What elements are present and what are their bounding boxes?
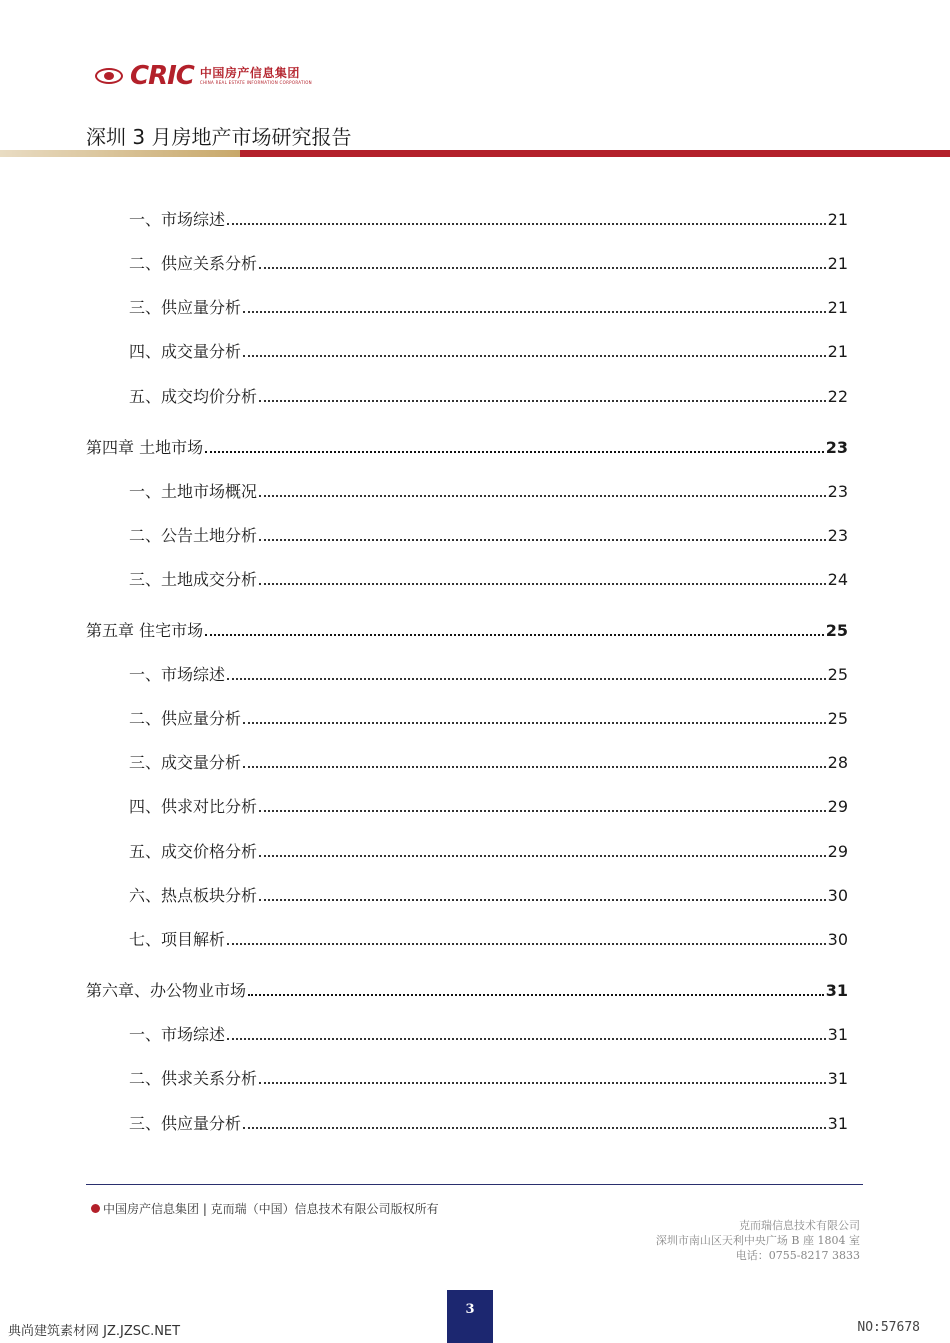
toc-entry-page: 25	[825, 621, 848, 640]
toc-dot-leader	[259, 1082, 826, 1084]
toc-entry-page: 31	[827, 1025, 848, 1044]
header-rule-red	[240, 150, 950, 157]
toc-entry-label: 五、成交均价分析	[129, 387, 258, 406]
toc-entry-label: 四、供求对比分析	[129, 797, 258, 816]
footer-address-block	[656, 1218, 860, 1263]
toc-entry-label: 二、供应关系分析	[129, 254, 258, 273]
logo-wordmark: CRIC	[130, 61, 194, 91]
toc-entry-page: 31	[825, 981, 848, 1000]
toc-entry-label: 一、市场综述	[129, 210, 226, 229]
toc-section-entry[interactable]	[0, 566, 950, 590]
toc-entry-page: 23	[827, 482, 848, 501]
toc-dot-leader	[259, 539, 826, 541]
toc-chapter-entry[interactable]	[0, 434, 950, 458]
toc-entry-page: 28	[827, 753, 848, 772]
logo-en-name: CHINA REAL ESTATE INFORMATION CORPORATION	[199, 79, 312, 85]
toc-entry-label: 一、市场综述	[129, 1025, 226, 1044]
toc-entry-label: 二、供应量分析	[129, 709, 242, 728]
toc-dot-leader	[259, 899, 826, 901]
toc-dot-leader	[243, 355, 826, 357]
toc-entry-page: 25	[827, 709, 848, 728]
toc-section-entry[interactable]	[0, 383, 950, 407]
toc-entry-page: 29	[827, 797, 848, 816]
toc-dot-leader	[243, 722, 826, 724]
toc-dot-leader	[227, 223, 826, 225]
toc-dot-leader	[259, 267, 826, 269]
toc-entry-page: 21	[827, 298, 848, 317]
toc-section-entry[interactable]	[0, 793, 950, 817]
logo-cn-name: 中国房产信息集团	[199, 65, 300, 80]
toc-dot-leader	[227, 943, 826, 945]
toc-dot-leader	[205, 451, 824, 453]
toc-section-entry[interactable]	[0, 1065, 950, 1089]
toc-entry-page: 31	[827, 1114, 848, 1133]
toc-entry-page: 30	[827, 930, 848, 949]
toc-dot-leader	[243, 766, 826, 768]
toc-section-entry[interactable]	[0, 1021, 950, 1045]
toc-section-entry[interactable]	[0, 250, 950, 274]
toc-dot-leader	[205, 634, 824, 636]
toc-dot-leader	[248, 994, 824, 996]
copyright-icon	[91, 1204, 100, 1213]
toc-section-entry[interactable]	[0, 478, 950, 502]
toc-dot-leader	[259, 583, 826, 585]
watermark-left: 典尚建筑素材网 JZ.JZSC.NET	[8, 1324, 181, 1339]
copyright-text: 中国房产信息集团 | 克而瑞（中国）信息技术有限公司版权所有	[103, 1202, 439, 1216]
toc-entry-page: 23	[827, 526, 848, 545]
toc-section-entry[interactable]	[0, 522, 950, 546]
toc-section-entry[interactable]	[0, 882, 950, 906]
toc-section-entry[interactable]	[0, 206, 950, 230]
toc-entry-label: 第四章 土地市场	[86, 438, 204, 457]
toc-dot-leader	[243, 311, 826, 313]
cric-emblem-icon	[94, 65, 126, 87]
toc-entry-page: 22	[827, 387, 848, 406]
footer-copyright	[91, 1200, 439, 1217]
toc-dot-leader	[259, 855, 826, 857]
toc-entry-page: 31	[827, 1069, 848, 1088]
toc-entry-page: 21	[827, 342, 848, 361]
toc-entry-page: 30	[827, 886, 848, 905]
toc-entry-label: 七、项目解析	[129, 930, 226, 949]
toc-section-entry[interactable]	[0, 661, 950, 685]
toc-entry-label: 三、土地成交分析	[129, 570, 258, 589]
footer-address: 深圳市南山区天利中央广场 B 座 1804 室	[655, 1234, 860, 1247]
toc-entry-page: 24	[827, 570, 848, 589]
toc-entry-label: 三、成交量分析	[129, 753, 242, 772]
toc-chapter-entry[interactable]	[0, 617, 950, 641]
toc-section-entry[interactable]	[0, 838, 950, 862]
toc-dot-leader	[227, 1038, 826, 1040]
logo-text	[200, 67, 312, 86]
document-title: 深圳 3 月房地产市场研究报告	[86, 125, 352, 149]
header-rule-gold	[0, 150, 240, 157]
toc-entry-label: 第五章 住宅市场	[86, 621, 204, 640]
toc-section-entry[interactable]	[0, 1110, 950, 1134]
toc-entry-page: 23	[825, 438, 848, 457]
toc-entry-label: 二、供求关系分析	[129, 1069, 258, 1088]
toc-entry-page: 29	[827, 842, 848, 861]
toc-entry-label: 四、成交量分析	[129, 342, 242, 361]
watermark-right: NO:57678	[857, 1320, 920, 1335]
cric-logo	[94, 61, 312, 91]
footer-phone: 电话：0755-8217 3833	[735, 1249, 860, 1262]
toc-section-entry[interactable]	[0, 749, 950, 773]
toc-entry-label: 一、市场综述	[129, 665, 226, 684]
toc-dot-leader	[259, 400, 826, 402]
page-number: 3	[447, 1290, 493, 1343]
toc-section-entry[interactable]	[0, 338, 950, 362]
toc-section-entry[interactable]	[0, 926, 950, 950]
footer-company: 克而瑞信息技术有限公司	[739, 1219, 860, 1232]
toc-dot-leader	[243, 1127, 826, 1129]
toc-entry-page: 25	[827, 665, 848, 684]
toc-entry-label: 二、公告土地分析	[129, 526, 258, 545]
toc-entry-label: 五、成交价格分析	[129, 842, 258, 861]
toc-entry-label: 三、供应量分析	[129, 298, 242, 317]
toc-section-entry[interactable]	[0, 705, 950, 729]
toc-entry-label: 六、热点板块分析	[129, 886, 258, 905]
toc-entry-label: 第六章、办公物业市场	[86, 981, 247, 1000]
footer-divider	[86, 1184, 863, 1185]
toc-chapter-entry[interactable]	[0, 977, 950, 1001]
toc-dot-leader	[259, 810, 826, 812]
toc-entry-page: 21	[827, 254, 848, 273]
toc-dot-leader	[227, 678, 826, 680]
toc-entry-page: 21	[827, 210, 848, 229]
toc-entry-label: 一、土地市场概况	[129, 482, 258, 501]
toc-section-entry[interactable]	[0, 294, 950, 318]
toc-dot-leader	[259, 495, 826, 497]
toc-entry-label: 三、供应量分析	[129, 1114, 242, 1133]
